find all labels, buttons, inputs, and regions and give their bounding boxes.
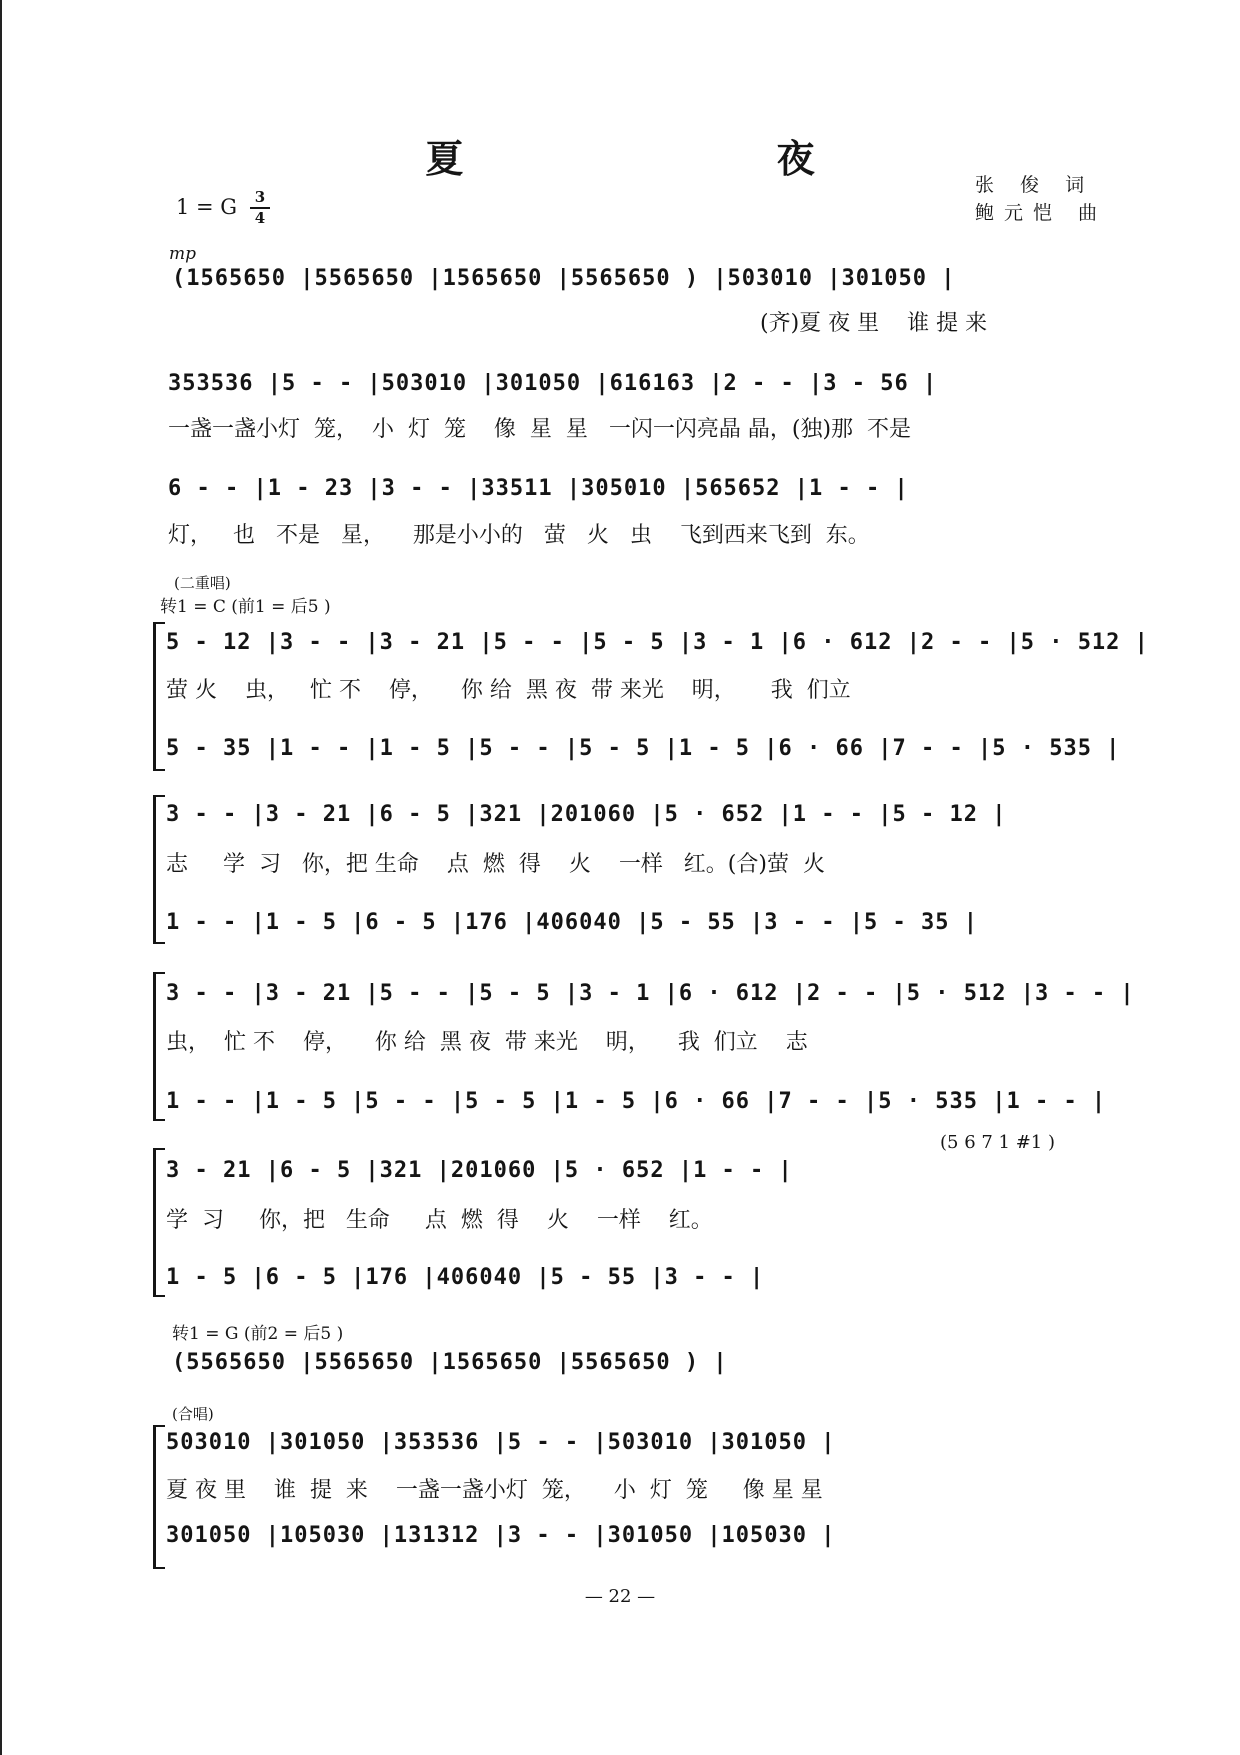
dynamic-marking: mp xyxy=(169,244,197,264)
system-brace xyxy=(153,622,165,771)
system-brace xyxy=(153,1425,165,1569)
music-line-6: 3 - - |3 - 21 |6 - 5 |321 |201060 |5 · 652 |1 - - |5 - 12 | xyxy=(166,802,1007,827)
song-title: 夏 夜 xyxy=(425,136,965,181)
system-brace xyxy=(153,972,165,1121)
time-signature-top: 3 xyxy=(254,188,266,206)
system-brace xyxy=(153,1148,165,1297)
music-line-12: (5565650 |5565650 |1565650 |5565650 ) | xyxy=(172,1350,728,1375)
lyric-line-3: 灯， 也 不是 星， 那是小小的 萤 火 虫 飞到西来飞到 东。 xyxy=(168,523,870,548)
modulation-marker-2: 转1 = G (前2 = 后5 ) xyxy=(172,1324,344,1344)
lyric-line-2: 一盏一盏小灯 笼， 小 灯 笼 像 星 星 一闪一闪亮晶 晶，(独)那 不是 xyxy=(168,417,912,442)
composer-credit: 鲍元恺 曲 xyxy=(975,202,1108,224)
chorus-label: (合唱) xyxy=(172,1405,214,1423)
lyric-line-13: 夏 夜 里 谁 提 来 一盏一盏小灯 笼， 小 灯 笼 像 星 星 xyxy=(166,1478,823,1503)
music-line-13: 503010 |301050 |353536 |5 - - |503010 |301050 | xyxy=(166,1430,836,1455)
lyricist-credit: 张 俊 词 xyxy=(975,174,1095,196)
key-signature: 1 = G xyxy=(176,195,238,219)
duet-label: (二重唱) xyxy=(174,574,231,592)
music-line-5: 5 - 35 |1 - - |1 - 5 |5 - - |5 - 5 |1 - 5 |6 · 66 |7 - - |5 · 535 | xyxy=(166,736,1121,761)
ending-phrase: (5 6 7 1 #1 ) xyxy=(940,1132,1055,1153)
music-line-8: 3 - - |3 - 21 |5 - - |5 - 5 |3 - 1 |6 · 612 |2 - - |5 · 512 |3 - - | xyxy=(166,981,1135,1006)
time-signature-bottom: 4 xyxy=(254,208,266,227)
page-number: — 22 — xyxy=(584,1586,656,1607)
lyric-line-8: 虫， 忙 不 停， 你 给 黑 夜 带 来光 明， 我 们立 志 xyxy=(166,1030,808,1055)
music-line-2: 353536 |5 - - |503010 |301050 |616163 |2 - - |3 - 56 | xyxy=(168,371,938,396)
lyric-line-6: 志 学 习 你，把 生命 点 燃 得 火 一样 红。(合)萤 火 xyxy=(166,852,825,877)
lyric-line-1: (齐)夏 夜 里 谁 提 来 xyxy=(760,311,988,336)
music-line-1: (1565650 |5565650 |1565650 |5565650 ) |503010 |301050 | xyxy=(172,266,956,291)
music-line-7: 1 - - |1 - 5 |6 - 5 |176 |406040 |5 - 55 |3 - - |5 - 35 | xyxy=(166,910,978,935)
music-line-14: 301050 |105030 |131312 |3 - - |301050 |105030 | xyxy=(166,1523,836,1548)
music-line-3: 6 - - |1 - 23 |3 - - |33511 |305010 |565652 |1 - - | xyxy=(168,476,909,501)
music-line-9: 1 - - |1 - 5 |5 - - |5 - 5 |1 - 5 |6 · 66 |7 - - |5 · 535 |1 - - | xyxy=(166,1089,1107,1114)
music-line-11: 1 - 5 |6 - 5 |176 |406040 |5 - 55 |3 - - | xyxy=(166,1265,765,1290)
music-line-4: 5 - 12 |3 - - |3 - 21 |5 - - |5 - 5 |3 - 1 |6 · 612 |2 - - |5 · 512 | xyxy=(166,630,1149,655)
lyric-line-4: 萤 火 虫， 忙 不 停， 你 给 黑 夜 带 来光 明， 我 们立 xyxy=(166,678,851,703)
time-signature xyxy=(250,189,270,227)
lyric-line-10: 学 习 你，把 生命 点 燃 得 火 一样 红。 xyxy=(166,1208,713,1233)
music-line-10: 3 - 21 |6 - 5 |321 |201060 |5 · 652 |1 - - | xyxy=(166,1158,793,1183)
system-brace xyxy=(153,795,165,944)
page-edge xyxy=(0,0,2,1755)
modulation-marker-1: 转1 = C (前1 = 后5 ) xyxy=(160,597,331,617)
